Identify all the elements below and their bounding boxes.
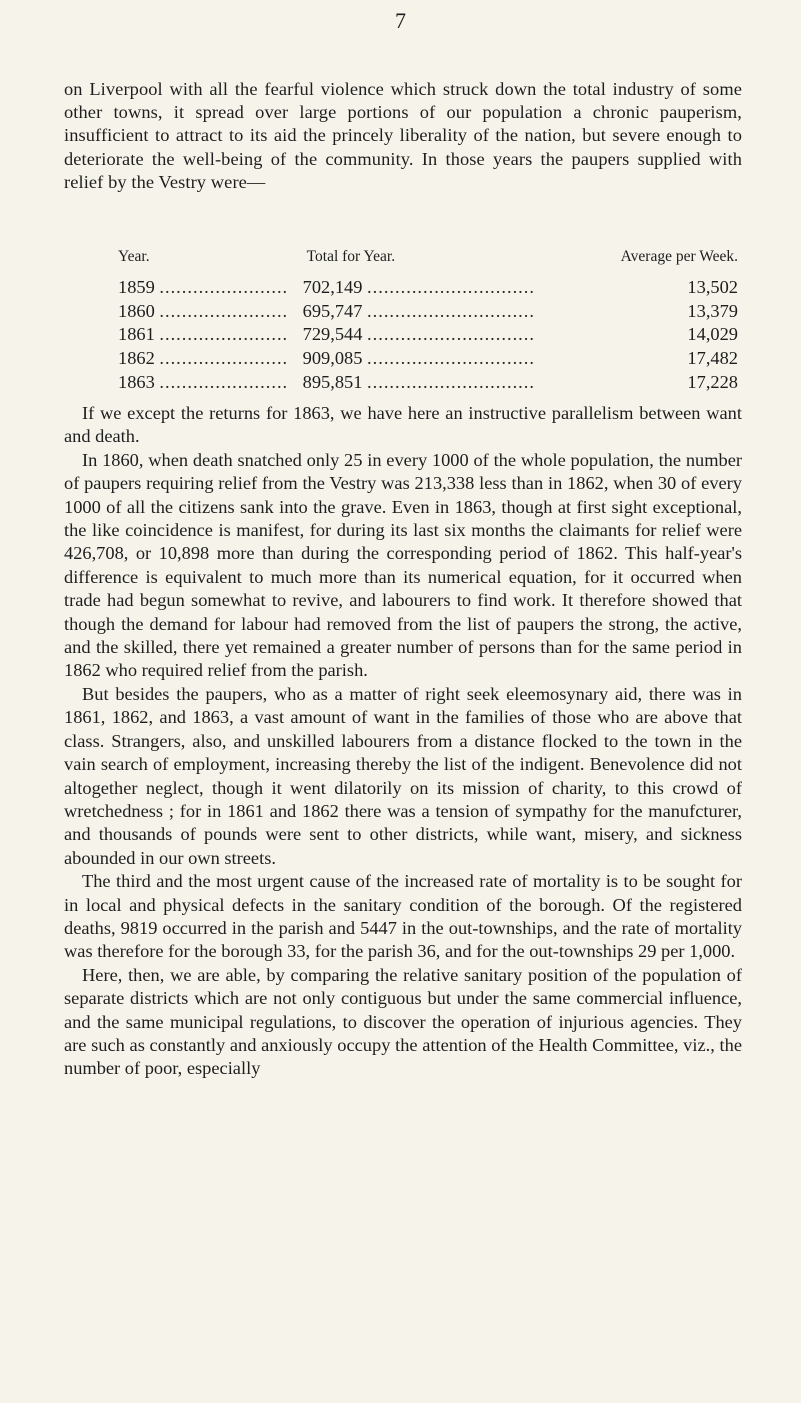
intro-text: on Liverpool with all the fearful violence which struck down the total industry of some other towns, it spread over large portions of our population a chronic pauperism, insufficient to attract to its aid the princely liberality of the nation, but severe enough to deteriorate the well-being of the community. In those years the paupers supplied with relief by the Vestry were—	[64, 79, 742, 192]
table-header-row	[118, 248, 738, 276]
paragraph-comparison: Here, then, we are able, by comparing the relative sanitary position of the population of separate districts which are not only contiguous but under the same commercial influence, and the same municipal regulations, to discover the operation of injurious agencies. They are such as constantly and anxiously occupy the attention of the Health Committee, viz., the number of poor, especially	[64, 964, 742, 1079]
paragraph-mortality: The third and the most urgent cause of the increased rate of mortality is to be sought for in local and physical defects in the sanitary condition of the borough. Of the registered deaths, 9819 occurred in the parish and 5447 in the out-townships, and the rate of mortality was therefore for the borough 33, for the parish 36, and for the out-townships 29 per 1,000.	[64, 871, 742, 962]
row-total: 729,544	[302, 324, 363, 345]
table-row: 1860 ....................... 695,747 .............................. 13,379	[118, 300, 738, 321]
row-average: 17,482	[687, 348, 738, 369]
row-year: 1859	[118, 277, 155, 298]
pauper-relief-table	[118, 248, 738, 394]
paragraph-1860: In 1860, when death snatched only 25 in every 1000 of the whole population, the number of paupers requiring relief from the Vestry was 213,338 less than in 1862, when 30 of every 1000 of all the citizens sank into the grave. Even in 1863, though at first sight exceptional, the like coincidence is manifest, for during its last six months the claimants for relief were 426,708, or 10,898 more than during the corresponding period of 1862. This half-year's difference is equivalent to much more than its numerical equation, for it occurred when trade had begun somewhat to revive, and labourers to find work. It therefore showed that though the demand for labour had removed from the list of paupers the strong, the active, and the skilled, there yet remained a greater number of persons than for the same period in 1862 who required relief from the parish.	[64, 449, 742, 681]
row-total: 909,085	[302, 348, 363, 369]
header-average: Average per Week.	[620, 248, 738, 265]
table-row: 1863 ....................... 895,851 .............................. 17,228	[118, 371, 738, 392]
row-average: 17,228	[687, 371, 738, 392]
row-year: 1860	[118, 300, 155, 321]
page-number: 7	[395, 8, 406, 33]
row-total: 895,851	[302, 371, 363, 392]
paragraph-parallelism: If we except the returns for 1863, we have here an instructive parallelism between want and death.	[64, 403, 742, 447]
row-average: 13,379	[687, 300, 738, 321]
table-row: 1859 ....................... 702,149 .............................. 13,502	[118, 277, 738, 298]
row-year: 1862	[118, 348, 155, 369]
row-average: 13,502	[687, 277, 738, 298]
header-year: Year.	[118, 248, 150, 265]
intro-paragraph	[64, 78, 742, 194]
row-total: 702,149	[302, 277, 363, 298]
table-row: 1862 ....................... 909,085 .............................. 17,482	[118, 348, 738, 369]
body-paragraphs	[64, 402, 742, 1081]
row-year: 1863	[118, 371, 155, 392]
table-row: 1861 ....................... 729,544 .............................. 14,029	[118, 324, 738, 345]
row-total: 695,747	[302, 300, 363, 321]
row-year: 1861	[118, 324, 155, 345]
paragraph-want: But besides the paupers, who as a matter of right seek eleemosynary aid, there was in 1861, 1862, and 1863, a vast amount of want in the families of those who are above that class. Strangers, also, and unskilled labourers from a distance flocked to the town in the vain search of employment, increasing thereby the list of the indigent. Benevolence did not altogether neglect, though it went dilatorily on its mission of charity, to this crowd of wretchedness ; for in 1861 and 1862 there was a tension of sympathy for the manufcturer, and thousands of pounds were sent to other districts, while want, misery, and sickness abounded in our own streets.	[64, 683, 742, 868]
header-total: Total for Year.	[306, 248, 396, 265]
row-average: 14,029	[687, 324, 738, 345]
